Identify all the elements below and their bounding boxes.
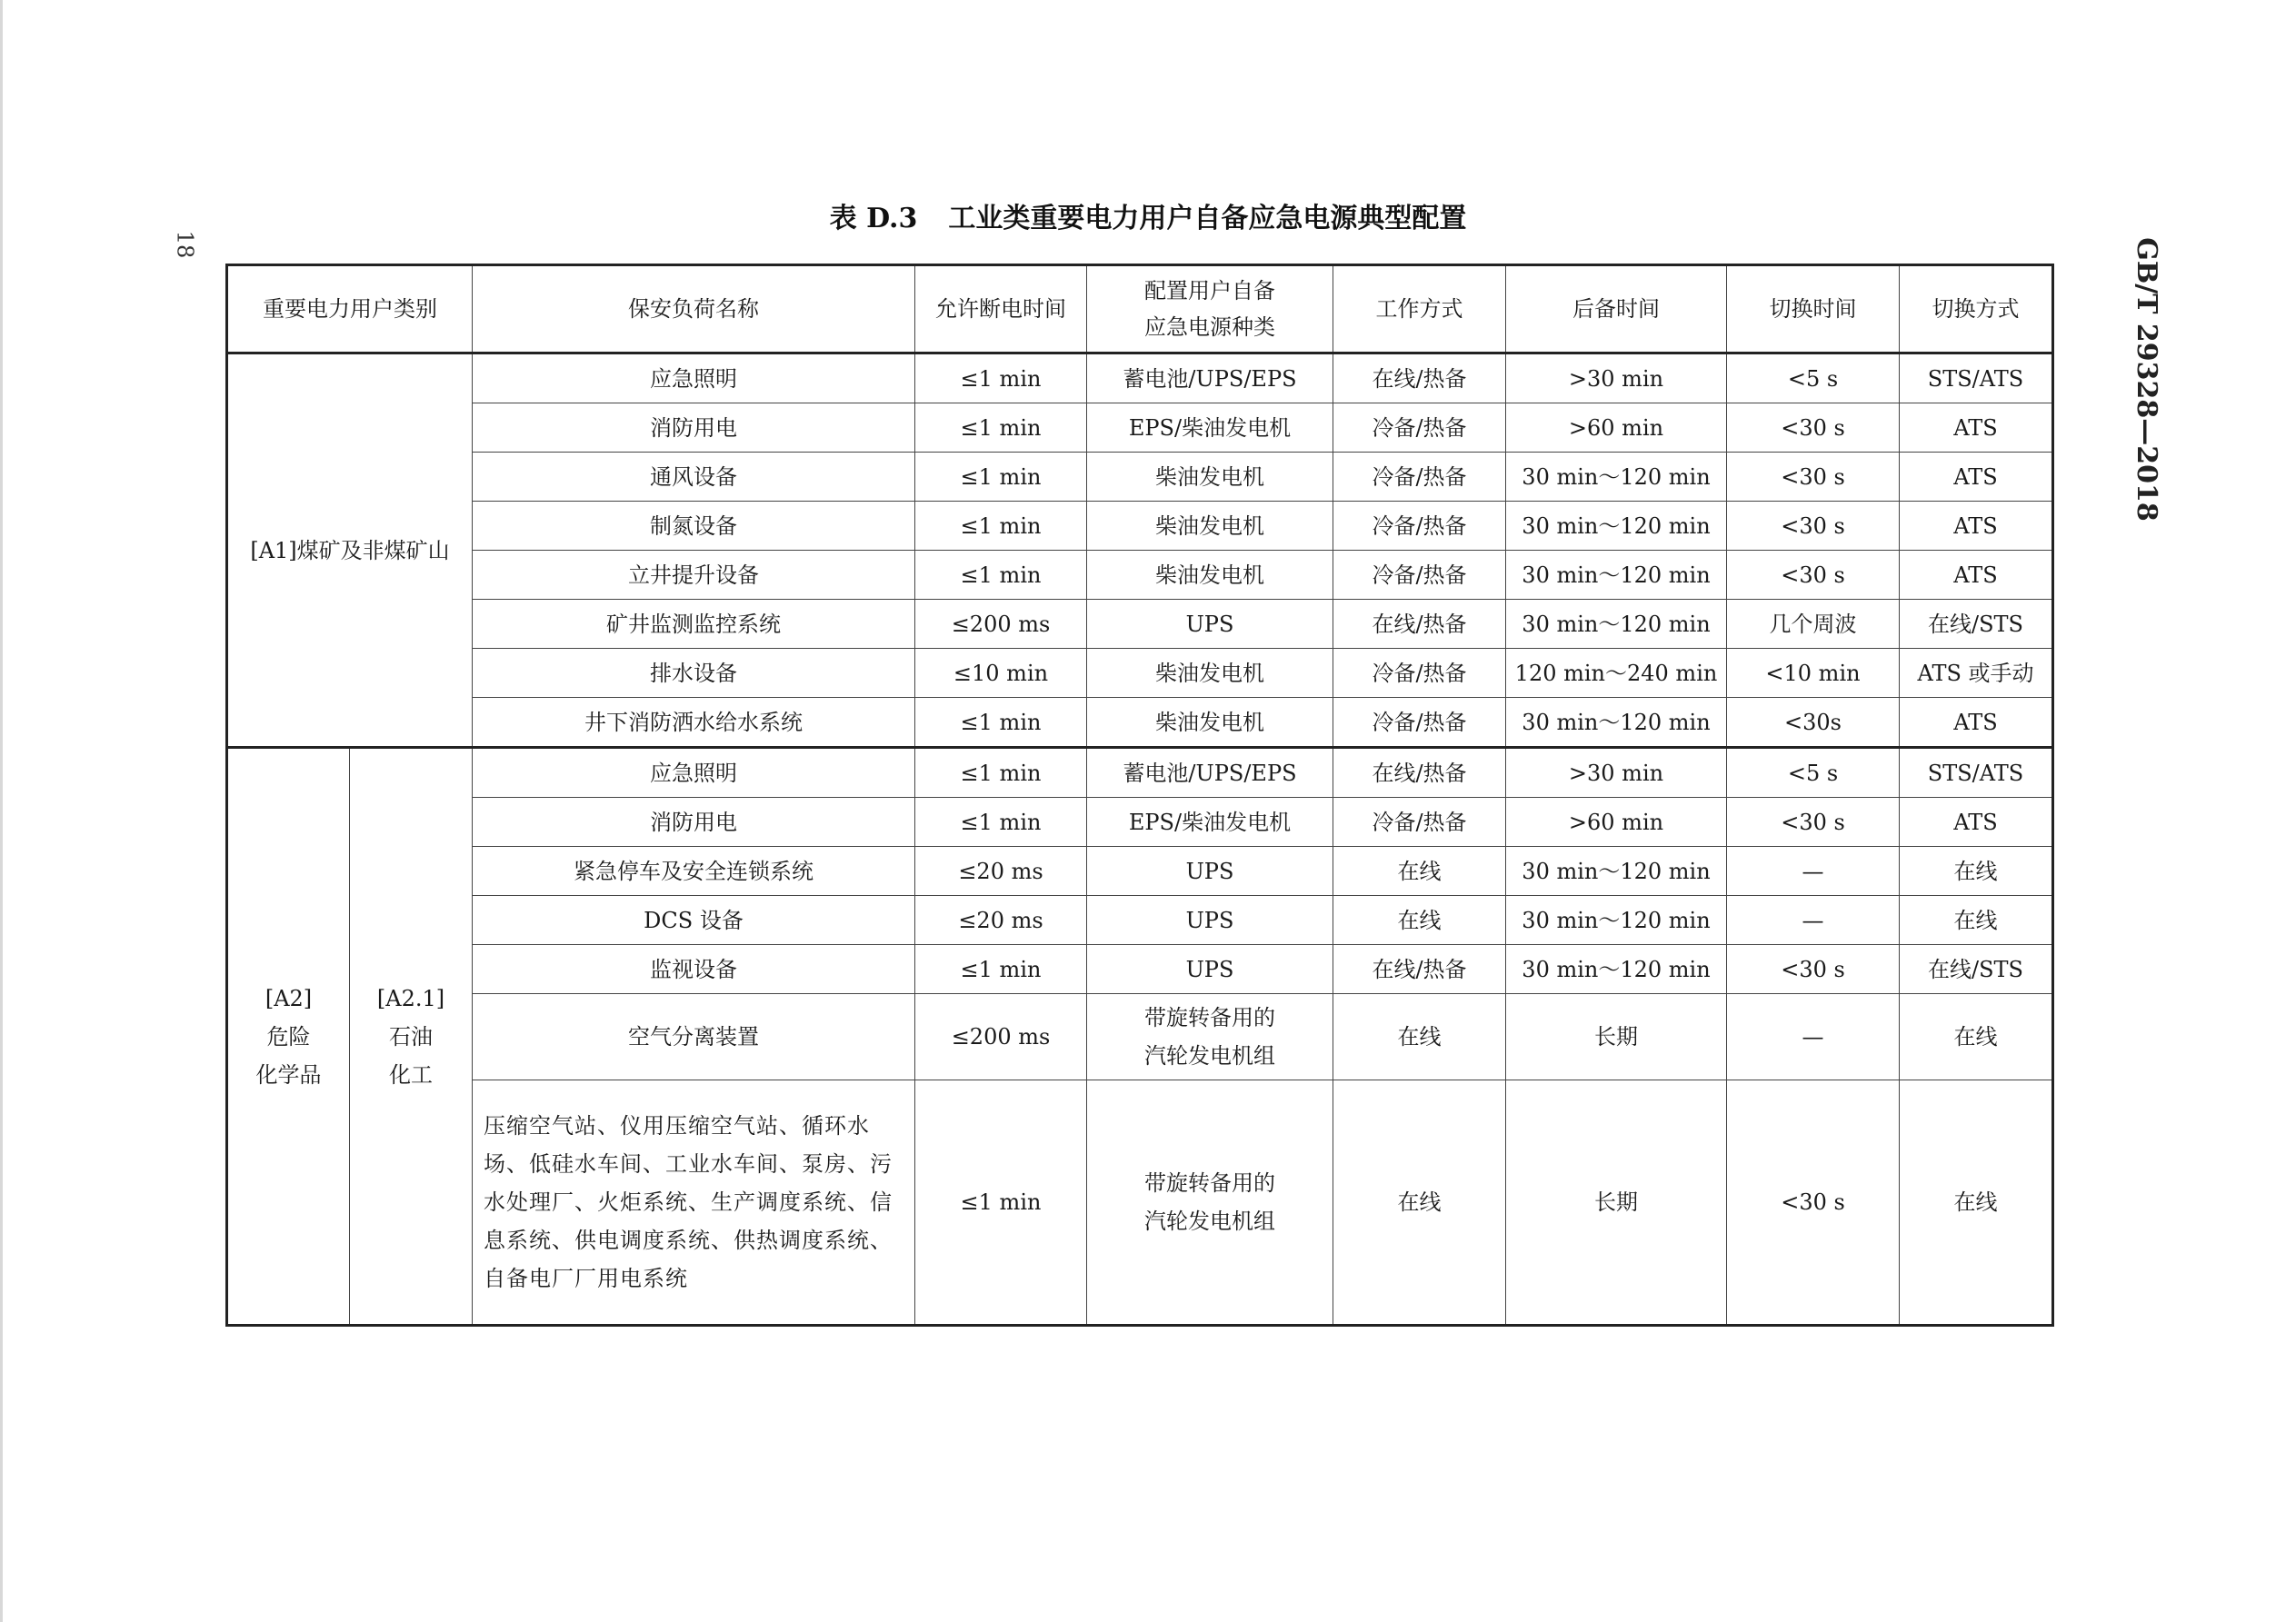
cell-power-source: 柴油发电机 <box>1087 551 1333 600</box>
cell-allowed-outage: ≤1 min <box>915 502 1087 551</box>
header-power-source <box>1087 265 1333 353</box>
cell-load-name: 井下消防洒水给水系统 <box>473 698 915 748</box>
cell-backup-time: 30 min～120 min <box>1506 502 1727 551</box>
cell-backup-time: 长期 <box>1506 1080 1727 1326</box>
table-title <box>0 195 2296 235</box>
group-a1-label: [A1]煤矿及非煤矿山 <box>227 353 473 748</box>
header-backup-time: 后备时间 <box>1506 265 1727 353</box>
cell-work-mode: 冷备/热备 <box>1333 551 1506 600</box>
cell-allowed-outage: ≤1 min <box>915 798 1087 847</box>
group-a2-code: [A2] <box>265 985 313 1011</box>
cell-switch-time: <30 s <box>1727 551 1900 600</box>
cell-power-source-line2: 汽轮发电机组 <box>1144 1043 1275 1069</box>
cell-switch-mode: STS/ATS <box>1900 353 2053 403</box>
cell-allowed-outage: ≤20 ms <box>915 847 1087 896</box>
cell-switch-mode: 在线 <box>1900 1080 2053 1326</box>
cell-work-mode: 冷备/热备 <box>1333 698 1506 748</box>
table-row <box>227 798 2053 847</box>
header-power-source-line2: 应急电源种类 <box>1144 314 1275 340</box>
table-row <box>227 600 2053 649</box>
cell-power-source: 柴油发电机 <box>1087 453 1333 502</box>
cell-allowed-outage: ≤20 ms <box>915 896 1087 945</box>
cell-backup-time: 30 min～120 min <box>1506 698 1727 748</box>
cell-power-source: UPS <box>1087 896 1333 945</box>
cell-load-name: 通风设备 <box>473 453 915 502</box>
cell-load-name: 消防用电 <box>473 403 915 453</box>
cell-switch-mode: ATS <box>1900 502 2053 551</box>
cell-backup-time: >60 min <box>1506 798 1727 847</box>
cell-work-mode: 在线/热备 <box>1333 748 1506 798</box>
cell-power-source-line2: 汽轮发电机组 <box>1144 1209 1275 1234</box>
cell-switch-time: <5 s <box>1727 353 1900 403</box>
cell-switch-time: <30 s <box>1727 945 1900 994</box>
cell-backup-time: 30 min～120 min <box>1506 896 1727 945</box>
cell-power-source: EPS/柴油发电机 <box>1087 798 1333 847</box>
cell-switch-mode: 在线 <box>1900 847 2053 896</box>
table-row <box>227 551 2053 600</box>
header-allowed-outage: 允许断电时间 <box>915 265 1087 353</box>
cell-load-name: 立井提升设备 <box>473 551 915 600</box>
cell-load-name-long: 压缩空气站、仪用压缩空气站、循环水场、低硅水车间、工业水车间、泵房、污水处理厂、火炬系统、生产调度系统、信息系统、供电调度系统、供热调度系统、自备电厂厂用电系统 <box>473 1080 915 1326</box>
cell-switch-mode: ATS <box>1900 453 2053 502</box>
table-row <box>227 453 2053 502</box>
cell-allowed-outage: ≤10 min <box>915 649 1087 698</box>
cell-work-mode: 冷备/热备 <box>1333 502 1506 551</box>
cell-allowed-outage: ≤1 min <box>915 945 1087 994</box>
cell-power-source: EPS/柴油发电机 <box>1087 403 1333 453</box>
cell-load-name: 消防用电 <box>473 798 915 847</box>
cell-switch-time: <30 s <box>1727 502 1900 551</box>
cell-switch-time: <30 s <box>1727 453 1900 502</box>
cell-switch-mode: 在线/STS <box>1900 945 2053 994</box>
cell-power-source: 柴油发电机 <box>1087 649 1333 698</box>
cell-load-name: 应急照明 <box>473 748 915 798</box>
cell-switch-mode: ATS <box>1900 403 2053 453</box>
header-load-name: 保安负荷名称 <box>473 265 915 353</box>
cell-switch-mode: STS/ATS <box>1900 748 2053 798</box>
table-row <box>227 403 2053 453</box>
cell-work-mode: 在线 <box>1333 896 1506 945</box>
cell-power-source <box>1087 994 1333 1080</box>
cell-power-source: 蓄电池/UPS/EPS <box>1087 748 1333 798</box>
cell-switch-time: <30 s <box>1727 798 1900 847</box>
group-a2-line3: 化学品 <box>255 1061 322 1088</box>
cell-allowed-outage: ≤1 min <box>915 551 1087 600</box>
standard-code: GB/T 29328—2018 <box>2130 237 2162 522</box>
header-switch-mode: 切换方式 <box>1900 265 2053 353</box>
cell-allowed-outage: ≤1 min <box>915 1080 1087 1326</box>
cell-load-name: 制氮设备 <box>473 502 915 551</box>
cell-backup-time: >30 min <box>1506 353 1727 403</box>
group-a21-line2: 石油 <box>389 1023 433 1050</box>
table-row <box>227 748 2053 798</box>
group-a21-line3: 化工 <box>389 1061 433 1088</box>
cell-power-source: 柴油发电机 <box>1087 698 1333 748</box>
cell-switch-time: <10 min <box>1727 649 1900 698</box>
cell-load-name: 紧急停车及安全连锁系统 <box>473 847 915 896</box>
cell-work-mode: 冷备/热备 <box>1333 403 1506 453</box>
cell-switch-mode: 在线 <box>1900 994 2053 1080</box>
table-row <box>227 353 2053 403</box>
cell-backup-time: 30 min～120 min <box>1506 453 1727 502</box>
table-row <box>227 896 2053 945</box>
table-row <box>227 502 2053 551</box>
table-row <box>227 1080 2053 1326</box>
table-row <box>227 649 2053 698</box>
cell-load-name: 应急照明 <box>473 353 915 403</box>
header-work-mode: 工作方式 <box>1333 265 1506 353</box>
cell-power-source: 蓄电池/UPS/EPS <box>1087 353 1333 403</box>
cell-switch-time: <30 s <box>1727 403 1900 453</box>
cell-switch-time: — <box>1727 994 1900 1080</box>
cell-switch-time: 几个周波 <box>1727 600 1900 649</box>
page-number: 18 <box>172 230 198 259</box>
cell-backup-time: 30 min～120 min <box>1506 945 1727 994</box>
cell-work-mode: 冷备/热备 <box>1333 453 1506 502</box>
group-a21-label <box>350 748 473 1326</box>
cell-switch-mode: ATS <box>1900 551 2053 600</box>
group-a21-code: [A2.1] <box>376 985 445 1011</box>
cell-work-mode: 在线/热备 <box>1333 600 1506 649</box>
cell-power-source: 柴油发电机 <box>1087 502 1333 551</box>
cell-switch-mode: ATS <box>1900 798 2053 847</box>
group-a2-label <box>227 748 350 1326</box>
cell-power-source-line1: 带旋转备用的 <box>1144 1005 1275 1030</box>
group-a2-line2: 危险 <box>266 1023 311 1050</box>
cell-backup-time: 30 min～120 min <box>1506 847 1727 896</box>
cell-backup-time: 30 min～120 min <box>1506 551 1727 600</box>
cell-backup-time: >30 min <box>1506 748 1727 798</box>
cell-load-name: 监视设备 <box>473 945 915 994</box>
cell-switch-mode: ATS 或手动 <box>1900 649 2053 698</box>
cell-switch-mode: 在线 <box>1900 896 2053 945</box>
cell-switch-mode: ATS <box>1900 698 2053 748</box>
cell-backup-time: 120 min～240 min <box>1506 649 1727 698</box>
cell-power-source: UPS <box>1087 600 1333 649</box>
cell-work-mode: 在线/热备 <box>1333 945 1506 994</box>
cell-work-mode: 冷备/热备 <box>1333 649 1506 698</box>
cell-backup-time: >60 min <box>1506 403 1727 453</box>
cell-switch-time: — <box>1727 896 1900 945</box>
table-row <box>227 698 2053 748</box>
cell-power-source-line1: 带旋转备用的 <box>1144 1170 1275 1196</box>
cell-allowed-outage: ≤1 min <box>915 698 1087 748</box>
cell-switch-time: — <box>1727 847 1900 896</box>
cell-switch-mode: 在线/STS <box>1900 600 2053 649</box>
table-row <box>227 994 2053 1080</box>
cell-power-source: UPS <box>1087 847 1333 896</box>
cell-work-mode: 在线/热备 <box>1333 353 1506 403</box>
cell-allowed-outage: ≤200 ms <box>915 994 1087 1080</box>
table-row <box>227 847 2053 896</box>
header-row <box>227 265 2053 353</box>
header-power-source-line1: 配置用户自备 <box>1144 278 1275 304</box>
cell-switch-time: <30s <box>1727 698 1900 748</box>
cell-backup-time: 长期 <box>1506 994 1727 1080</box>
page-edge-line <box>0 0 3 1622</box>
header-switch-time: 切换时间 <box>1727 265 1900 353</box>
cell-power-source: UPS <box>1087 945 1333 994</box>
cell-allowed-outage: ≤1 min <box>915 403 1087 453</box>
config-table <box>225 264 2054 1327</box>
cell-power-source <box>1087 1080 1333 1326</box>
cell-load-name: 空气分离装置 <box>473 994 915 1080</box>
cell-load-name: 排水设备 <box>473 649 915 698</box>
cell-allowed-outage: ≤1 min <box>915 453 1087 502</box>
cell-work-mode: 在线 <box>1333 1080 1506 1326</box>
cell-work-mode: 在线 <box>1333 847 1506 896</box>
cell-allowed-outage: ≤1 min <box>915 353 1087 403</box>
cell-backup-time: 30 min～120 min <box>1506 600 1727 649</box>
table-label: 表 D.3 <box>829 203 918 234</box>
header-category: 重要电力用户类别 <box>227 265 473 353</box>
cell-work-mode: 冷备/热备 <box>1333 798 1506 847</box>
cell-switch-time: <30 s <box>1727 1080 1900 1326</box>
table-caption: 工业类重要电力用户自备应急电源典型配置 <box>948 203 1467 234</box>
cell-load-name: 矿井监测监控系统 <box>473 600 915 649</box>
cell-load-name: DCS 设备 <box>473 896 915 945</box>
cell-work-mode: 在线 <box>1333 994 1506 1080</box>
cell-switch-time: <5 s <box>1727 748 1900 798</box>
table-row <box>227 945 2053 994</box>
cell-allowed-outage: ≤200 ms <box>915 600 1087 649</box>
cell-allowed-outage: ≤1 min <box>915 748 1087 798</box>
